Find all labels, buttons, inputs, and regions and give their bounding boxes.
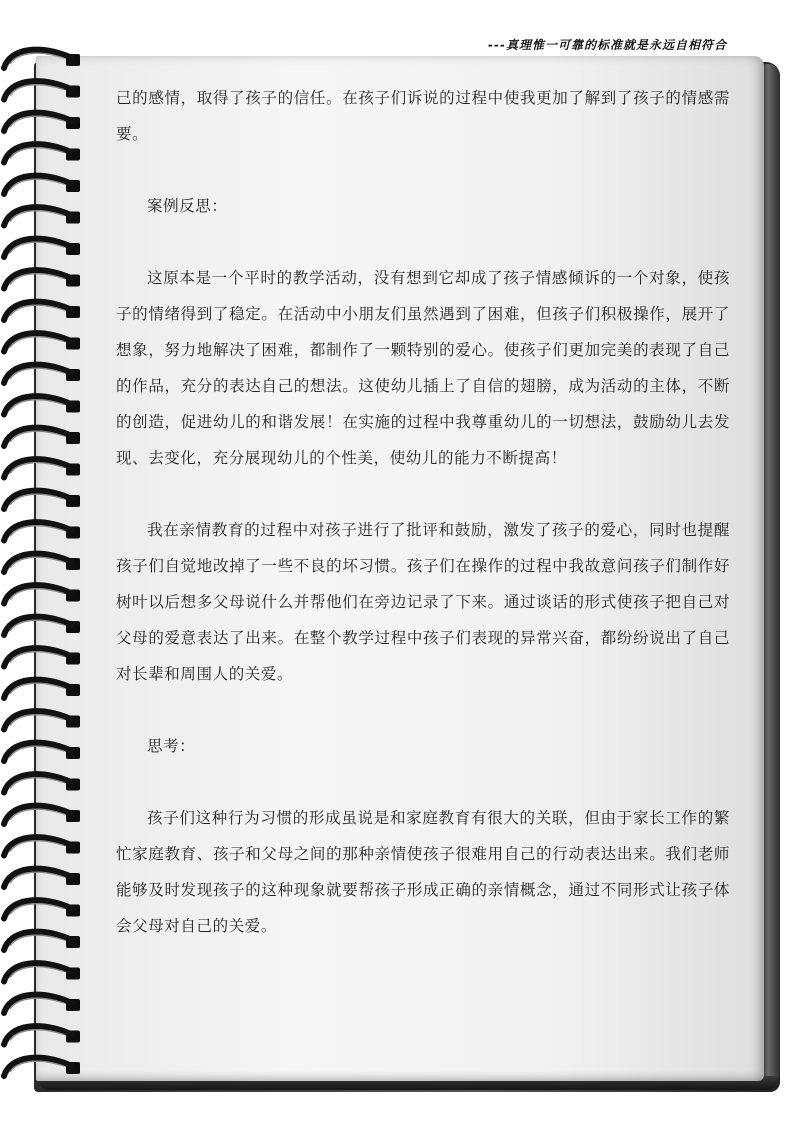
- spiral-ring-icon: [4, 302, 80, 320]
- spiral-ring-icon: [4, 81, 80, 99]
- spiral-ring-icon: [4, 50, 80, 68]
- spiral-ring-icon: [4, 522, 80, 540]
- reflection-paragraph-2: 我在亲情教育的过程中对孩子进行了批评和鼓励，激发了孩子的爱心，同时也提醒孩子们自觉地改掉了一些不良的坏习惯。孩子们在操作的过程中我故意问孩子们制作好树叶以后想多父母说什么并帮他们在旁边记录了下来。通过谈话的形式使孩子把自己对父母的爱意表达了出来。在整个教学过程中孩子们表现的异常兴奋，都纷纷说出了自己对长辈和周围人的关爱。: [116, 521, 730, 683]
- header-motto: ---真理惟一可靠的标准就是永远自相符合: [488, 38, 727, 52]
- spiral-ring-icon: [4, 428, 80, 446]
- section-title-thinking: 思考：: [147, 737, 196, 755]
- spiral-ring-icon: [4, 837, 80, 855]
- spiral-ring-icon: [4, 1026, 80, 1044]
- spiral-ring-icon: [4, 207, 80, 225]
- spiral-ring-icon: [4, 491, 80, 509]
- thinking-paragraph: 孩子们这种行为习惯的形成虽说是和家庭教育有很大的关联，但由于家长工作的繁忙家庭教育、孩子和父母之间的那种亲情使孩子很难用自己的行动表达出来。我们老师能够及时发现孩子的这种现象就要帮孩子形成正确的亲情概念，通过不同形式让孩子体会父母对自己的关爱。: [116, 809, 730, 935]
- spiral-ring-icon: [4, 648, 80, 666]
- spiral-ring-icon: [4, 365, 80, 383]
- spiral-ring-icon: [4, 932, 80, 950]
- reflection-paragraph-1: 这原本是一个平时的教学活动，没有想到它却成了孩子情感倾诉的一个对象，使孩子的情绪得到了稳定。在活动中小朋友们虽然遇到了困难，但孩子们积极操作，展开了想象，努力地解决了困难，都制作了一颗特别的爱心。使孩子们更加完美的表现了自己的作品，充分的表达自己的想法。这使幼儿插上了自信的翅膀，成为活动的主体，不断的创造，促进幼儿的和谐发展！在实施的过程中我尊重幼儿的一切想法，鼓励幼儿去发现、去变化，充分展现幼儿的个性美，使幼儿的能力不断提高！: [116, 269, 730, 467]
- spiral-ring-icon: [4, 113, 80, 131]
- spiral-ring-icon: [4, 459, 80, 477]
- continuation-paragraph: 己的感情，取得了孩子的信任。在孩子们诉说的过程中使我更加了解到了孩子的情感需要。: [116, 89, 730, 143]
- spiral-ring-icon: [4, 869, 80, 887]
- spiral-ring-icon: [4, 333, 80, 351]
- spiral-ring-icon: [4, 144, 80, 162]
- spiral-ring-icon: [4, 806, 80, 824]
- spiral-ring-icon: [4, 963, 80, 981]
- document-body: [116, 80, 730, 944]
- spiral-ring-icon: [4, 1058, 80, 1076]
- spiral-ring-icon: [4, 900, 80, 918]
- spiral-ring-icon: [4, 711, 80, 729]
- spiral-ring-icon: [4, 270, 80, 288]
- spiral-ring-icon: [4, 176, 80, 194]
- spiral-ring-icon: [4, 239, 80, 257]
- spiral-ring-icon: [4, 680, 80, 698]
- section-title-reflection: 案例反思：: [147, 197, 228, 215]
- spiral-ring-icon: [4, 743, 80, 761]
- spiral-ring-icon: [4, 617, 80, 635]
- spiral-ring-icon: [4, 774, 80, 792]
- spiral-ring-icon: [4, 995, 80, 1013]
- spiral-ring-icon: [4, 585, 80, 603]
- spiral-ring-icon: [4, 396, 80, 414]
- spiral-ring-icon: [4, 554, 80, 572]
- spiral-binding-icon: [0, 40, 92, 1080]
